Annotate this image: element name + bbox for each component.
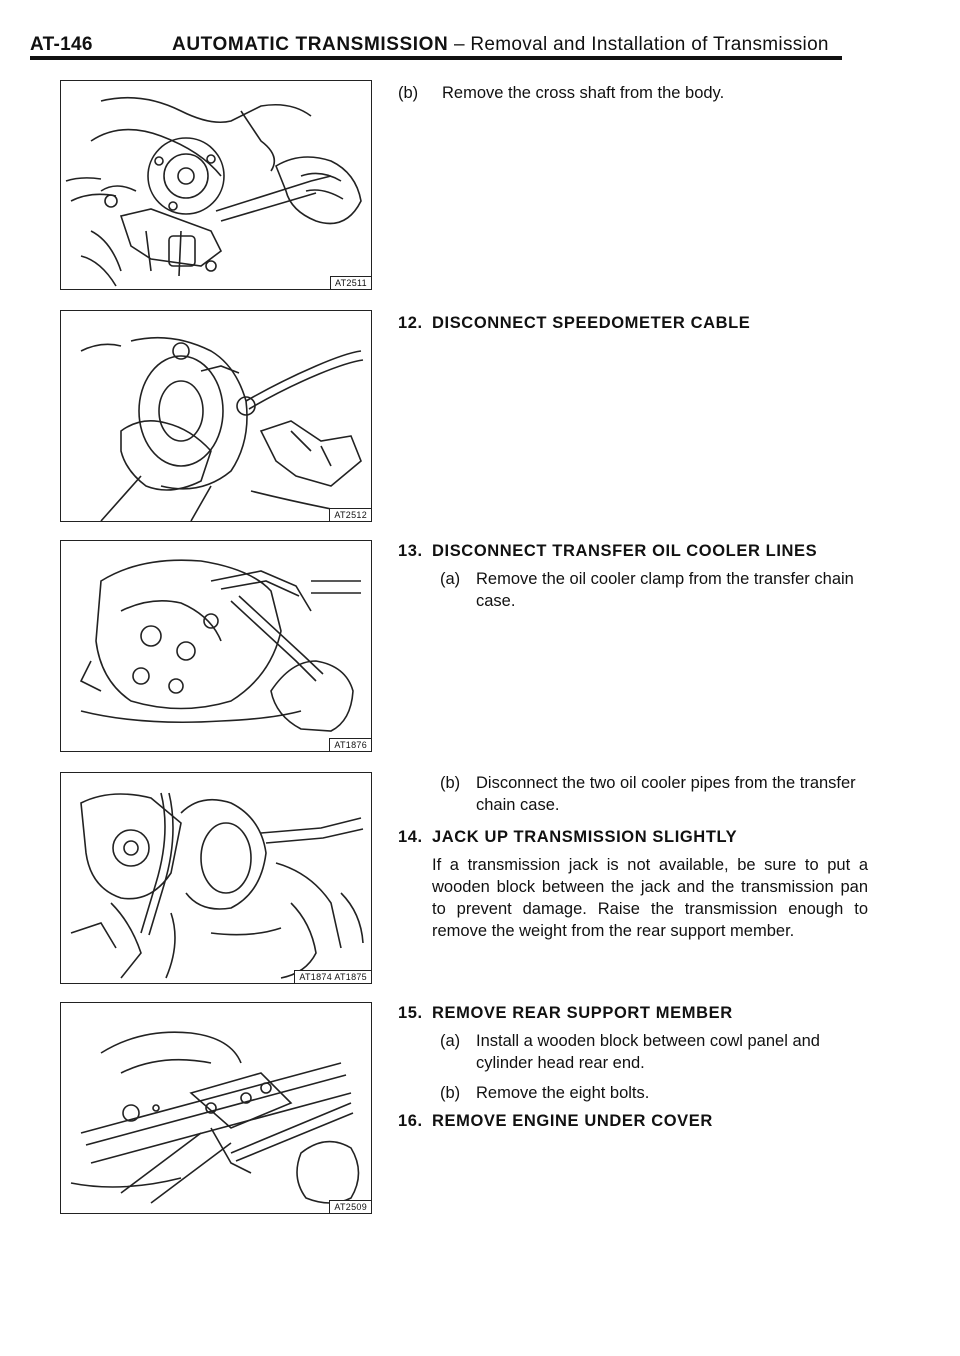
step-title: JACK UP TRANSMISSION SLIGHTLY	[432, 828, 738, 846]
sub-text: Remove the eight bolts.	[476, 1084, 650, 1102]
sub-text: Remove the oil cooler clamp from the transfer chain case.	[476, 570, 854, 610]
figure-rear-support-member	[60, 1002, 372, 1214]
step-13	[398, 540, 868, 612]
sub-text: Install a wooden block between cowl panel and cylinder head rear end.	[476, 1032, 820, 1072]
step-paragraph: If a transmission jack is not available, be sure to put a wooden block between the jack and the transmission pan to prevent damage. Raise the transmission enough to remove the weight from the rear support member.	[432, 856, 868, 940]
figure-speedometer-cable	[60, 310, 372, 522]
step-number: 12.	[398, 314, 423, 332]
figure-code: AT2511	[330, 276, 371, 289]
rear-support-member-illustration	[61, 1003, 372, 1214]
sub-label: (b)	[398, 84, 419, 102]
step-title: DISCONNECT SPEEDOMETER CABLE	[432, 314, 751, 332]
figure-code: AT2512	[329, 508, 371, 521]
step-number: 13.	[398, 542, 423, 560]
cross-shaft-illustration	[61, 81, 372, 290]
header-rule	[30, 56, 842, 60]
figure-code: AT2509	[329, 1200, 371, 1213]
page-title	[172, 34, 829, 56]
sub-label: (a)	[440, 1032, 461, 1050]
section-subtitle: – Removal and Installation of Transmission	[448, 34, 829, 55]
step-13b	[398, 772, 868, 816]
step-15	[398, 1002, 868, 1104]
step-title: DISCONNECT TRANSFER OIL COOLER LINES	[432, 542, 818, 560]
sub-label: (b)	[440, 1084, 461, 1102]
step-12	[398, 312, 868, 334]
oil-cooler-pipes-illustration	[61, 773, 372, 984]
sub-text: Remove the cross shaft from the body.	[442, 84, 725, 102]
figure-oil-cooler-clamp	[60, 540, 372, 752]
step-number: 15.	[398, 1004, 423, 1022]
step-16	[398, 1110, 868, 1132]
step-11b	[398, 82, 868, 104]
figure-code: AT1874 AT1875	[294, 970, 371, 983]
step-number: 14.	[398, 828, 423, 846]
figure-oil-cooler-pipes	[60, 772, 372, 984]
speedometer-cable-illustration	[61, 311, 372, 522]
step-title: REMOVE REAR SUPPORT MEMBER	[432, 1004, 733, 1022]
sub-text: Disconnect the two oil cooler pipes from the transfer chain case.	[476, 774, 856, 814]
figure-cross-shaft	[60, 80, 372, 290]
step-number: 16.	[398, 1112, 423, 1130]
page-number: AT-146	[30, 34, 93, 55]
step-title: REMOVE ENGINE UNDER COVER	[432, 1112, 713, 1130]
page-header	[30, 30, 950, 60]
section-title: AUTOMATIC TRANSMISSION	[172, 34, 449, 55]
figure-code: AT1876	[329, 738, 371, 751]
sub-label: (a)	[440, 570, 461, 588]
step-14	[398, 826, 868, 942]
oil-cooler-clamp-illustration	[61, 541, 372, 752]
sub-label: (b)	[440, 774, 461, 792]
